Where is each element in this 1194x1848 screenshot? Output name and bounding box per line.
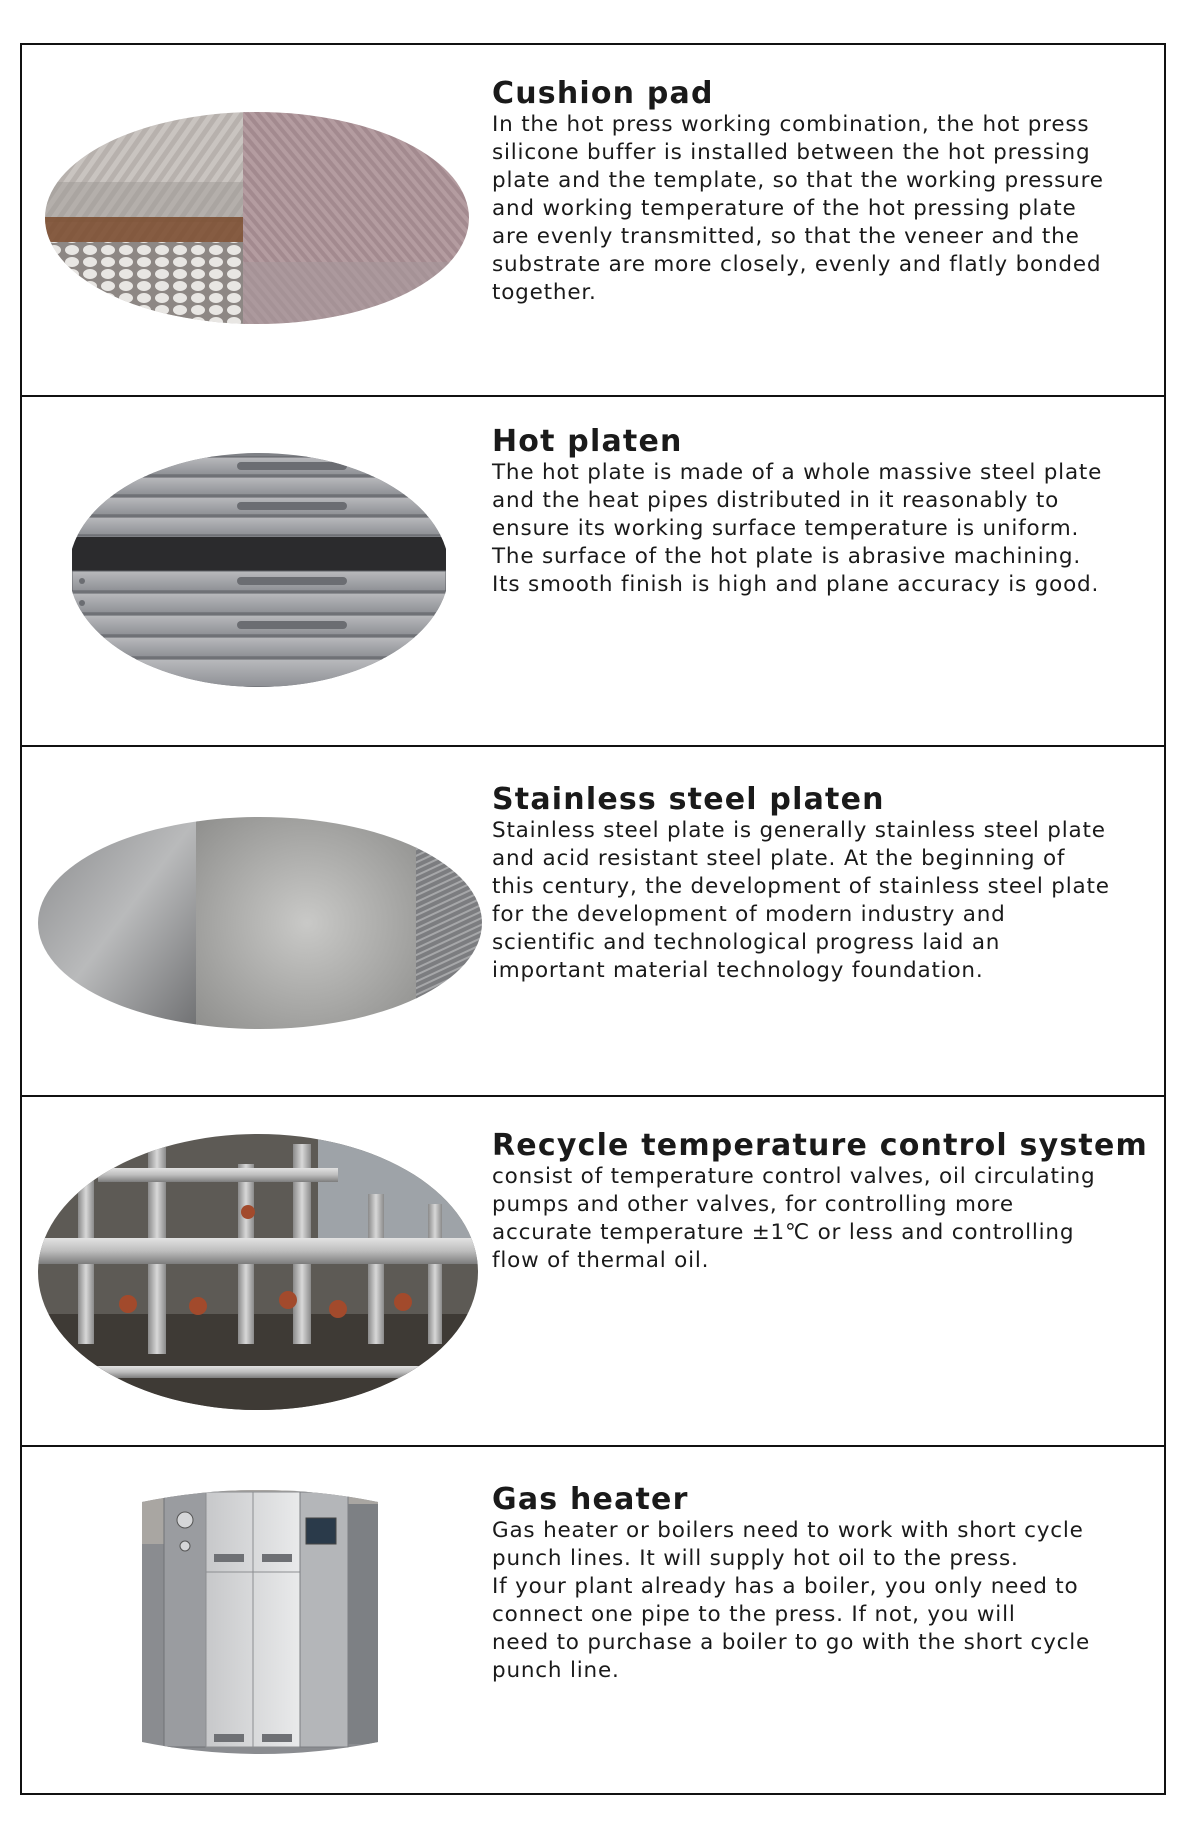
feature-table: [20, 43, 1166, 1795]
section-hot-platen: [22, 395, 1164, 745]
section-description: Gas heater or boilers need to work with short cycle punch lines. It will supply hot oil to the press. If your plant already has a boiler, you only need to connect one pipe to the press. If not, you will need to purchase a boiler to go with the short cycle punch line.: [492, 1518, 1091, 1683]
section-title: Stainless steel platen: [492, 782, 885, 817]
gas-heater-text: [492, 1483, 1162, 1685]
hot-platen-image: [72, 453, 446, 687]
section-title: Cushion pad: [492, 76, 714, 111]
section-title: Gas heater: [492, 1482, 689, 1517]
section-description: In the hot press working combination, the hot press silicone buffer is installed between the hot pressing plate and the template, so that the working pressure and working temperature of the hot pressing plate are evenly transmitted, so that the veneer and the substrate are more closely, evenly and flatly bonded together.: [492, 112, 1104, 305]
stainless-steel-image: [38, 817, 482, 1029]
gas-heater-image: [142, 1484, 378, 1757]
hot-platen-text: [492, 425, 1162, 599]
section-title: Hot platen: [492, 424, 683, 459]
section-recycle-temperature-control: [22, 1095, 1164, 1445]
cushion-pad-image: [45, 112, 469, 324]
stainless-steel-text: [492, 783, 1162, 985]
cushion-pad-text: [492, 77, 1162, 307]
temperature-control-image: [38, 1134, 478, 1410]
temperature-control-text: [492, 1129, 1162, 1275]
section-description: consist of temperature control valves, oil circulating pumps and other valves, for controlling more accurate temperature ±1℃ or less and controlling flow of thermal oil.: [492, 1164, 1096, 1273]
section-title: Recycle temperature control system: [492, 1128, 1148, 1163]
section-cushion-pad: [22, 45, 1164, 395]
section-description: The hot plate is made of a whole massive steel plate and the heat pipes distributed in it reasonably to ensure its working surface temperature is uniform. The surface of the hot plate is abrasive machining. Its smooth finish is high and plane accuracy is good.: [492, 460, 1103, 597]
section-description: Stainless steel plate is generally stainless steel plate and acid resistant steel plate. At the beginning of this century, the development of stainless steel plate for the development of modern industry and scientific and technological progress laid an important material technology foundation.: [492, 818, 1110, 983]
section-stainless-steel-platen: [22, 745, 1164, 1095]
section-gas-heater: [22, 1445, 1164, 1795]
